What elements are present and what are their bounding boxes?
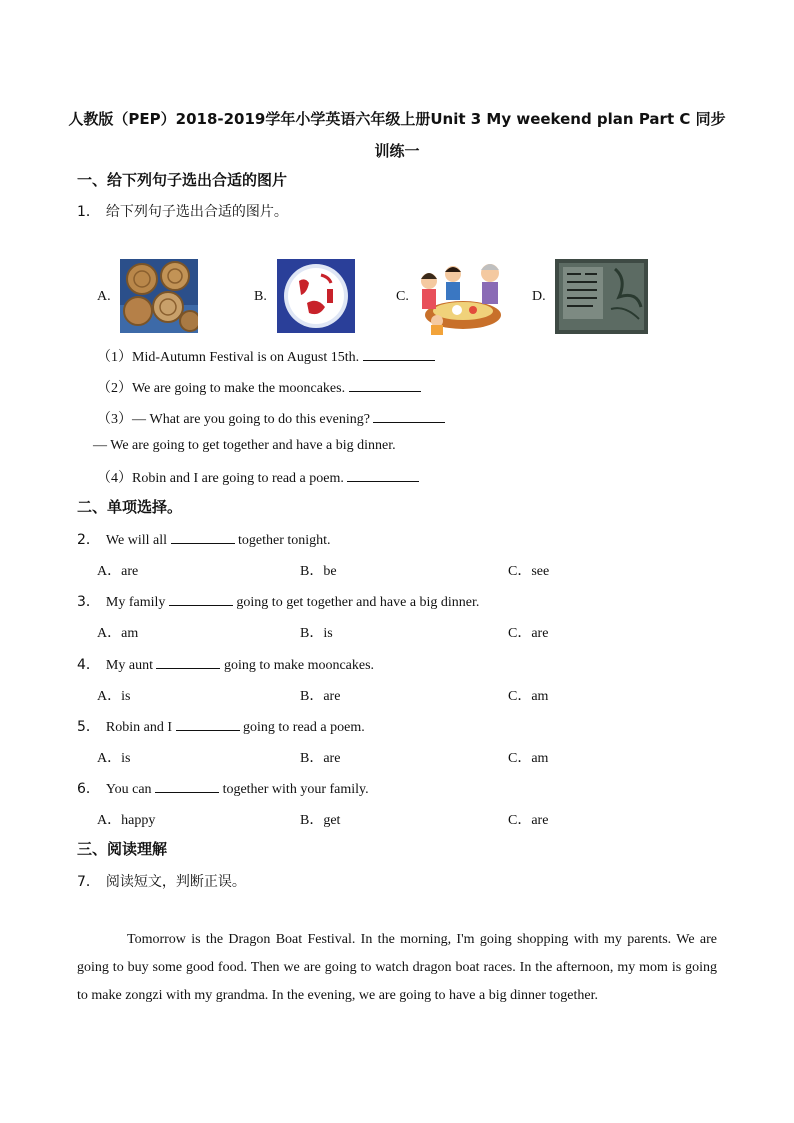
- q6-option-c[interactable]: C．are: [508, 813, 549, 828]
- answer-blank[interactable]: [347, 469, 419, 482]
- question-5: 5． Robin and I going to read a poem.: [77, 719, 365, 735]
- q2-option-b[interactable]: B．be: [300, 564, 337, 579]
- q4-option-a[interactable]: A．is: [97, 689, 131, 704]
- section-2-heading: 二、单项选择。: [77, 498, 183, 516]
- question-7: 7． 阅读短文，判断正误。: [77, 874, 246, 890]
- section-3-heading: 三、阅读理解: [77, 840, 168, 858]
- question-4: 4． My aunt going to make mooncakes.: [77, 657, 375, 673]
- q1-item-2: （2）We are going to make the mooncakes.: [97, 377, 421, 397]
- mid-autumn-festival-logo: [277, 259, 355, 333]
- option-c-label: C.: [396, 289, 409, 304]
- option-d-label: D.: [532, 289, 546, 304]
- q1-item-1: （1）Mid-Autumn Festival is on August 15th.: [97, 346, 435, 366]
- question-number: 1．: [77, 204, 100, 220]
- section-1-heading: 一、给下列句子选出合适的图片: [77, 171, 288, 189]
- family-dinner-cartoon: [417, 259, 510, 335]
- document-title: [60, 103, 734, 167]
- q3-option-a[interactable]: A．am: [97, 626, 139, 641]
- q4-option-c[interactable]: C．am: [508, 689, 549, 704]
- q6-option-b[interactable]: B．get: [300, 813, 341, 828]
- answer-blank[interactable]: [373, 410, 445, 423]
- title-line-2: 训练一: [374, 142, 420, 160]
- answer-blank[interactable]: [363, 348, 435, 361]
- q5-option-a[interactable]: A．is: [97, 751, 131, 766]
- question-text: 给下列句子选出合适的图片。: [105, 204, 288, 220]
- answer-blank[interactable]: [155, 780, 219, 793]
- option-a-label: A.: [97, 289, 111, 304]
- answer-blank[interactable]: [176, 718, 240, 731]
- q5-option-b[interactable]: B．are: [300, 751, 341, 766]
- question-3: 3． My family going to get together and have a big dinner.: [77, 594, 480, 610]
- q2-option-a[interactable]: A．are: [97, 564, 139, 579]
- option-b-label: B.: [254, 289, 267, 304]
- q6-option-a[interactable]: A．happy: [97, 813, 156, 828]
- question-1: [77, 201, 288, 221]
- q2-option-c[interactable]: C．see: [508, 564, 550, 579]
- question-2: 2． We will all together tonight.: [77, 532, 331, 548]
- reading-passage: [77, 926, 717, 1010]
- question-6: 6． You can together with your family.: [77, 781, 369, 797]
- q1-item-3: （3）— What are you going to do this evening?: [97, 408, 445, 428]
- poem-stone-tablet: [555, 259, 648, 334]
- q1-item-3-answer: — We are going to get together and have a big dinner.: [93, 438, 396, 453]
- q1-item-4: （4）Robin and I are going to read a poem.: [97, 467, 419, 487]
- q5-option-c[interactable]: C．am: [508, 751, 549, 766]
- answer-blank[interactable]: [169, 593, 233, 606]
- answer-blank[interactable]: [349, 379, 421, 392]
- answer-blank[interactable]: [156, 656, 220, 669]
- mooncakes-photo: [120, 259, 198, 333]
- title-line-1: 人教版（PEP）2018-2019学年小学英语六年级上册Unit 3 My weekend plan Part C 同步: [68, 110, 726, 128]
- answer-blank[interactable]: [171, 531, 235, 544]
- q3-option-b[interactable]: B．is: [300, 626, 333, 641]
- q4-option-b[interactable]: B．are: [300, 689, 341, 704]
- q3-option-c[interactable]: C．are: [508, 626, 549, 641]
- passage-text: Tomorrow is the Dragon Boat Festival. In the morning, I'm going shopping with my parents. We are going to buy some good food. Then we are going to watch dragon boat races. In the afternoon, my mom is going to make zongzi with my grandma. In the evening, we are going to have a big dinner together.: [77, 932, 717, 1003]
